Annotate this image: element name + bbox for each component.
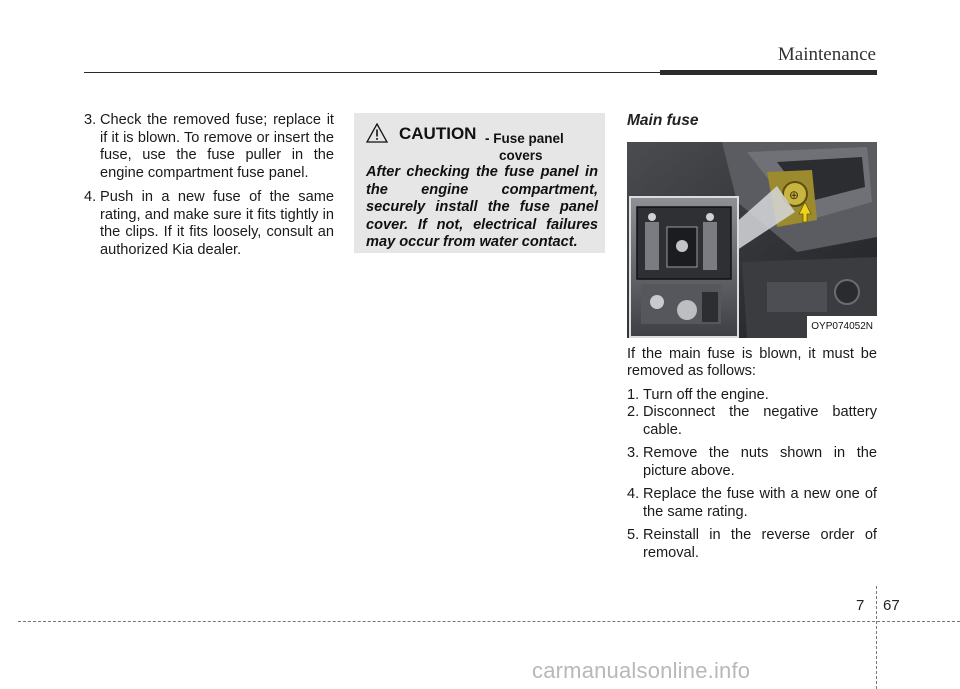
list-item: 3. Check the removed fuse; replace it if it is blown. To remove or insert the fuse, use the fuse puller in the engine compartment fuse panel. bbox=[84, 112, 334, 181]
caution-label: CAUTION bbox=[399, 124, 477, 143]
step-text: Remove the nuts shown in the picture above. bbox=[643, 445, 877, 479]
figure-code: OYP074052N bbox=[807, 316, 877, 338]
header-rule bbox=[84, 72, 664, 73]
page-number: 67 bbox=[883, 597, 900, 614]
warning-triangle-icon bbox=[366, 123, 388, 143]
chapter-number: 7 bbox=[856, 597, 865, 614]
footer-rule bbox=[18, 621, 960, 622]
watermark: carmanualsonline.info bbox=[532, 658, 751, 683]
list-item: 1. Turn off the engine. bbox=[627, 386, 769, 403]
engine-bay-illustration bbox=[627, 142, 877, 338]
step-text: Check the removed fuse; replace it if it is blown. To remove or insert the fuse, use the fuse puller in the engine compartment fuse panel. bbox=[100, 112, 334, 181]
subsection-heading: Main fuse bbox=[627, 112, 699, 129]
caution-header bbox=[364, 121, 599, 163]
caution-box bbox=[354, 113, 605, 253]
engine-fuse-photo bbox=[627, 142, 877, 338]
intro-text: If the main fuse is blown, it must be removed as follows: bbox=[627, 345, 877, 379]
caution-title-cont: covers bbox=[499, 148, 543, 163]
step-text: Disconnect the negative battery cable. bbox=[643, 404, 877, 438]
section-title: Maintenance bbox=[777, 44, 876, 65]
step-text: Reinstall in the reverse order of removal. bbox=[643, 527, 877, 561]
list-item: 4. Push in a new fuse of the same rating, and make sure it fits tightly in the clips. If it fits loosely, consult an authorized Kia dealer. bbox=[84, 189, 334, 258]
step-text: Turn off the engine. bbox=[643, 386, 769, 403]
svg-text:⊕: ⊕ bbox=[789, 187, 800, 202]
list-item: 4. Replace the fuse with a new one of the same rating. bbox=[627, 486, 877, 520]
step-text: Push in a new fuse of the same rating, and make sure it fits tightly in the clips. If it fits loosely, consult an authorized Kia dealer. bbox=[100, 189, 334, 258]
list-item: 2. Disconnect the negative battery cable. bbox=[627, 404, 877, 438]
step-text: Replace the fuse with a new one of the same rating. bbox=[643, 486, 877, 520]
list-item: 5. Reinstall in the reverse order of removal. bbox=[627, 527, 877, 561]
caution-body: After checking the fuse panel in the engine compartment, securely install the fuse panel cover. If not, electrical failures may occur from water contact. bbox=[366, 164, 598, 251]
footer-divider bbox=[876, 586, 877, 689]
left-column bbox=[84, 112, 334, 266]
list-item: 3. Remove the nuts shown in the picture above. bbox=[627, 445, 877, 479]
caution-title: - Fuse panel bbox=[485, 131, 564, 146]
header-rule-accent bbox=[660, 70, 877, 75]
right-column bbox=[627, 112, 877, 568]
